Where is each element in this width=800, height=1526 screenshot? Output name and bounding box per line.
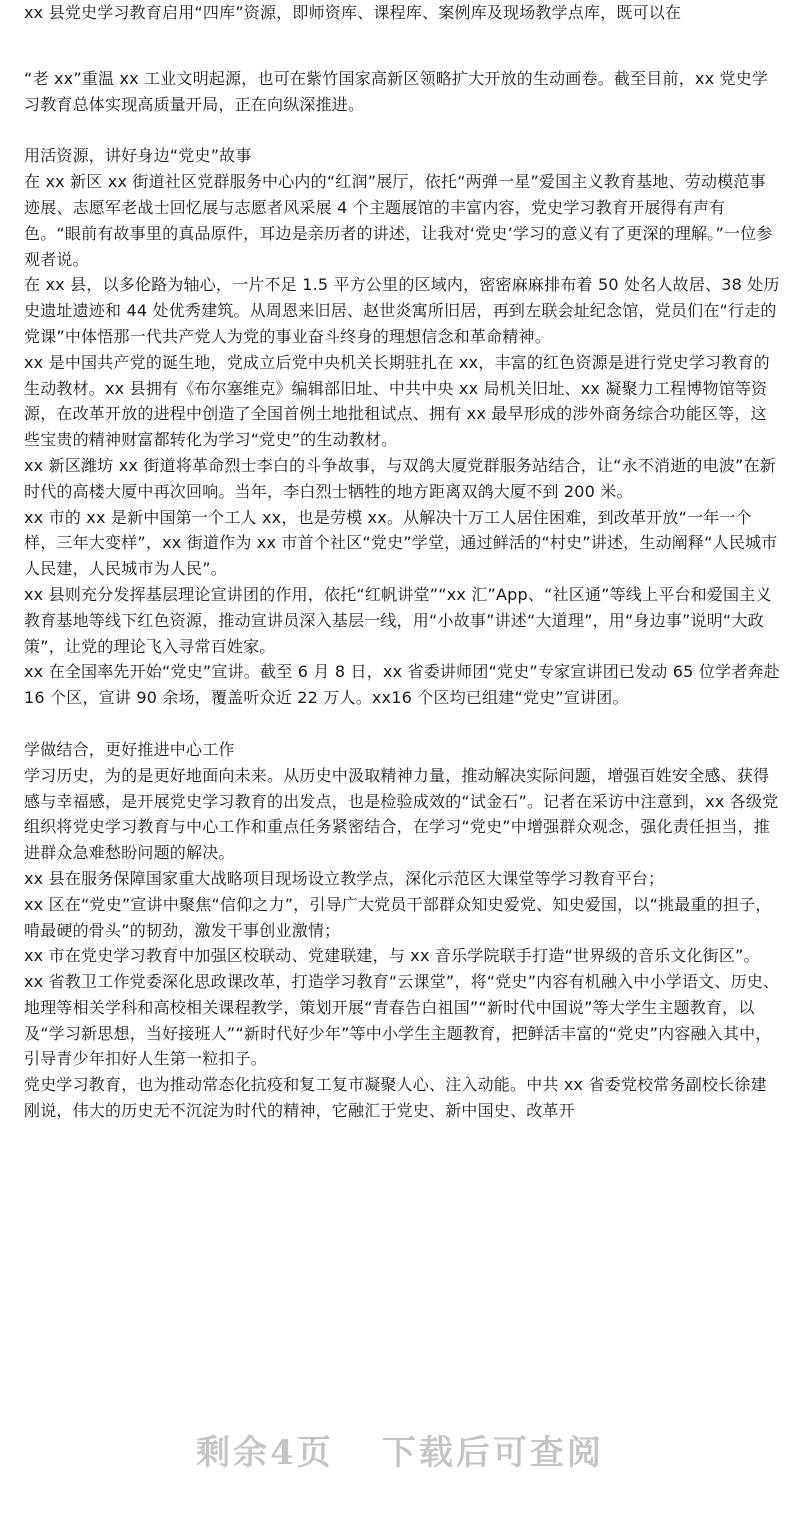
section1-paragraph: 在 xx 县，以多伦路为轴心，一片不足 1.5 平方公里的区域内，密密麻麻排布着 50 处名人故居、38 处历史遗址遗迹和 44 处优秀建筑。从周恩来旧居、赵世炎寓所旧居，再到左联会址纪念馆，党员们在“行走的党课”中体悟那一代共产党人为党的事业奋斗终身的理想信念和革命精神。 bbox=[24, 275, 780, 346]
section2-paragraph: xx 省教卫工作党委深化思政课改革，打造学习教育“云课堂”，将“党史”内容有机融入中小学语文、历史、地理等相关学科和高校相关课程教学，策划开展“青春告白祖国”“新时代中国说”等大学生主题教育，以及“学习新思想，当好接班人”“新时代好少年”等中小学生主题教育，把鲜活丰富的“党史”内容融入其中，引导青少年扣好人生第一粒扣子。 bbox=[24, 972, 780, 1069]
intro-line: xx 县党史学习教育启用“四库”资源，即师资库、课程库、案例库及现场教学点库，既可以在 bbox=[24, 3, 682, 22]
section2-paragraph: xx 县在服务保障国家重大战略项目现场设立教学点，深化示范区大课堂等学习教育平台； bbox=[24, 868, 665, 888]
page-gap bbox=[24, 26, 780, 66]
section2-paragraph: 学习历史，为的是更好地面向未来。从历史中汲取精神力量，推动解决实际问题，增强百姓安全感、获得感与幸福感，是开展党史学习教育的出发点，也是检验成效的“试金石”。记者在采访中注意到，xx 各级党组织将党史学习教育与中心工作和重点任务紧密结合，在学习“党史”中增强群众观念，强化责任担当，推进群众急难愁盼问题的解决。 bbox=[24, 765, 779, 863]
section2-paragraph: xx 市在党史学习教育中加强区校联动、党建联建，与 xx 音乐学院联手打造“世界级的音乐文化街区”。 bbox=[24, 946, 760, 966]
download-prompt-label[interactable]: 下载后可查阅 bbox=[381, 1433, 604, 1473]
section1-paragraph: xx 新区潍坊 xx 街道将革命烈士李白的斗争故事，与双鸽大厦党群服务站结合，让“永不消逝的电波”在新时代的高楼大厦中再次回响。当年，李白烈士牺牲的地方距离双鸽大厦不到 200 米。 bbox=[24, 455, 776, 501]
read-more-banner[interactable] bbox=[0, 1425, 800, 1474]
section1-paragraph: xx 是中国共产党的诞生地，党成立后党中央机关长期驻扎在 xx，丰富的红色资源是进行党史学习教育的生动教材。xx 县拥有《布尔塞维克》编辑部旧址、中共中央 xx 局机关旧址、xx 凝聚力工程博物馆等资源，在改革开放的进程中创造了全国首例土地批租试点、拥有 xx 最早形成的涉外商务综合功能区等，这些宝贵的精神财富都转化为学习“党史”的生动教材。 bbox=[24, 352, 770, 450]
section1-paragraph: 在 xx 新区 xx 街道社区党群服务中心内的“红润”展厅，依托“两弹一星”爱国主义教育基地、劳动模范事迹展、志愿军老战士回忆展与志愿者风采展 4 个主题展馆的丰富内容，党史学习教育开展得有声有色。“眼前有故事里的真品原件，耳边是亲历者的讲述，让我对‘党史’学习的意义有了更深的理解。”一位参观者说。 bbox=[24, 172, 773, 269]
intro-paragraph-continued: “老 xx”重温 xx 工业文明起源，也可在紫竹国家高新区领略扩大开放的生动画卷。截至目前，xx 党史学习教育总体实现高质量开局，正在向纵深推进。 bbox=[24, 68, 769, 114]
section1-paragraph: xx 县则充分发挥基层理论宣讲团的作用，依托“红帆讲堂”“xx 汇”App、“社区通”等线上平台和爱国主义教育基地等线下红色资源，推动宣讲员深入基层一线，用“小故事”讲述“大道理”，用“身边事”说明“大政策”，让党的理论飞入寻常百姓家。 bbox=[24, 584, 772, 656]
section1-heading: 用活资源，讲好身边“党史”故事 bbox=[24, 146, 252, 166]
section1-paragraph: xx 市的 xx 是新中国第一个工人 xx，也是劳模 xx。从解决十万工人居住困难，到改革开放“一年一个样，三年大变样”，xx 街道作为 xx 市首个社区“党史”学堂，通过鲜活的“村史”讲述，生动阐释“人民城市人民建，人民城市为人民”。 bbox=[24, 507, 778, 579]
section1-paragraph: xx 在全国率先开始“党史”宣讲。截至 6 月 8 日，xx 省委讲师团“党史”专家宣讲团已发动 65 位学者奔赴 16 个区，宣讲 90 余场，覆盖听众近 22 万人。xx16 个区均已组建“党史”宣讲团。 bbox=[24, 662, 780, 708]
section2-heading: 学做结合，更好推进中心工作 bbox=[24, 739, 235, 759]
section-gap bbox=[24, 117, 780, 143]
section2-paragraph: 党史学习教育，也为推动常态化抗疫和复工复市凝聚人心、注入动能。中共 xx 省委党校常务副校长徐建刚说，伟大的历史无不沉淀为时代的精神，它融汇于党史、新中国史、改革开 bbox=[24, 1075, 767, 1121]
remaining-pages-label[interactable]: 剩余4页 bbox=[196, 1433, 334, 1473]
section2-paragraph: xx 区在“党史”宣讲中聚焦“信仰之力”，引导广大党员干部群众知史爱党、知史爱国，以“挑最重的担子，啃最硬的骨头”的韧劲，激发干事创业激情； bbox=[24, 894, 772, 940]
section-gap bbox=[24, 711, 780, 737]
document-body bbox=[24, 0, 780, 1124]
